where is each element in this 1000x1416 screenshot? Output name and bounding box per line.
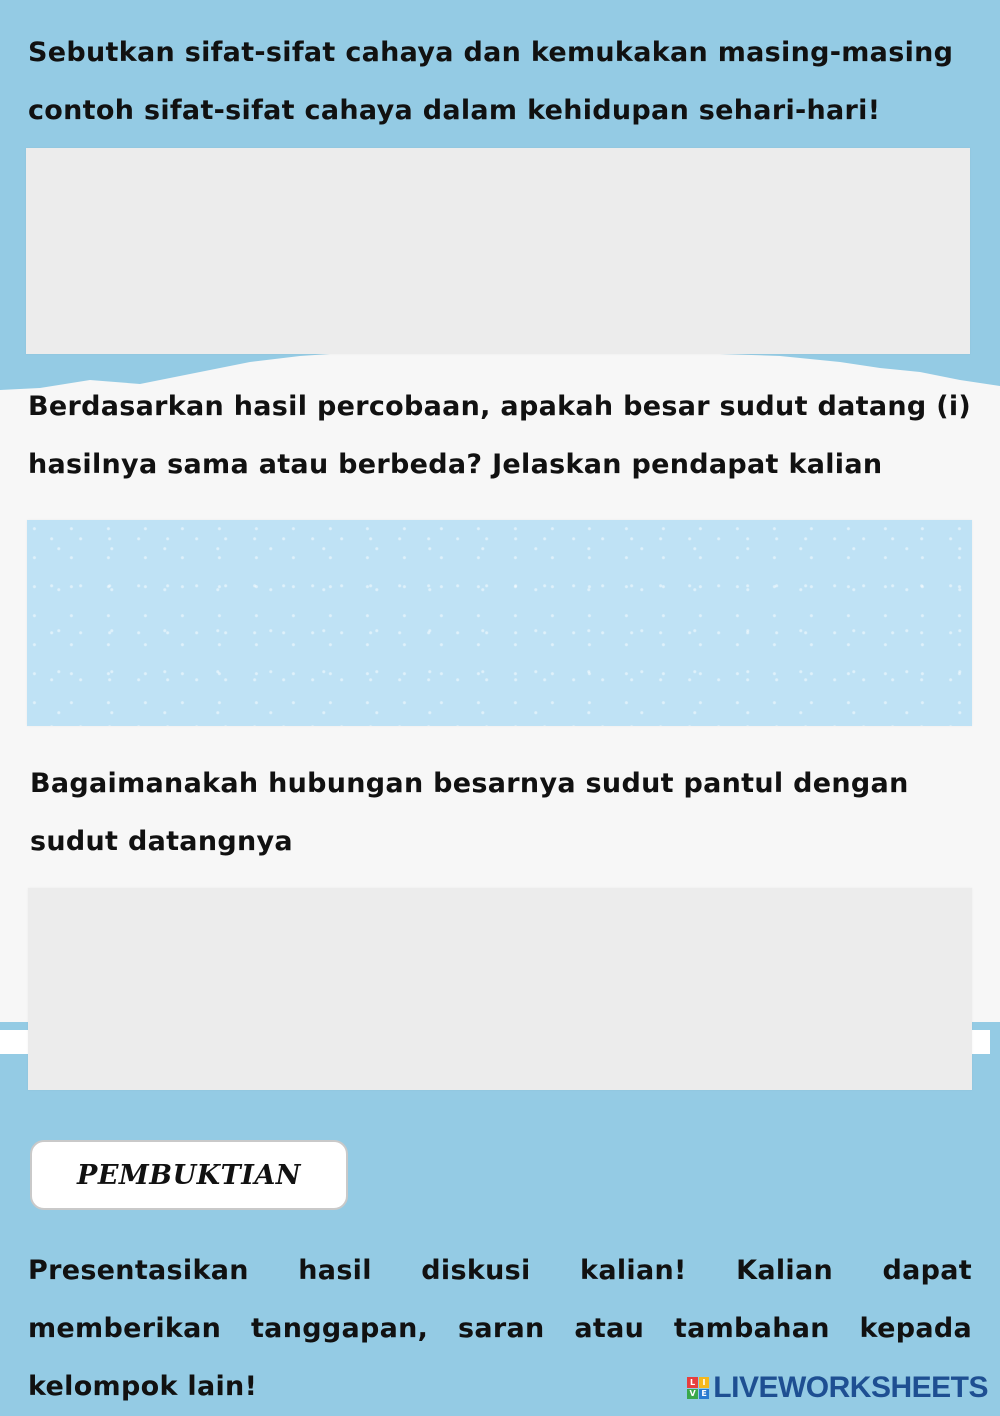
answer-box-1[interactable] [26,148,970,354]
answer-box-3[interactable] [28,888,972,1090]
logo-text: LIVEWORKSHEETS [713,1371,988,1404]
section-label-badge [30,1140,348,1210]
question-2-text: Berdasarkan hasil percobaan, apakah besar sudut datang (i) hasilnya sama atau berbeda? Jelaskan pendapat kalian [28,391,972,480]
logo-letter-v: V [687,1389,698,1400]
logo-letter-e: E [699,1389,710,1400]
question-1-text: Sebutkan sifat-sifat cahaya dan kemukakan masing-masing contoh sifat-sifat cahaya dalam kehidupan sehari-hari! [28,37,954,126]
logo-letter-l: L [687,1377,698,1388]
instruction-text: Presentasikan hasil diskusi kalian! Kalian dapat memberikan tanggapan, saran atau tambahan kepada kelompok lain! [28,1255,972,1402]
logo-letter-i: I [699,1377,710,1388]
section-label: PEMBUKTIAN [77,1159,301,1191]
answer-box-2[interactable] [27,520,972,726]
question-3-text: Bagaimanakah hubungan besarnya sudut pantul dengan sudut datangnya [30,768,909,857]
liveworksheets-icon [687,1377,709,1399]
liveworksheets-logo [687,1370,988,1406]
